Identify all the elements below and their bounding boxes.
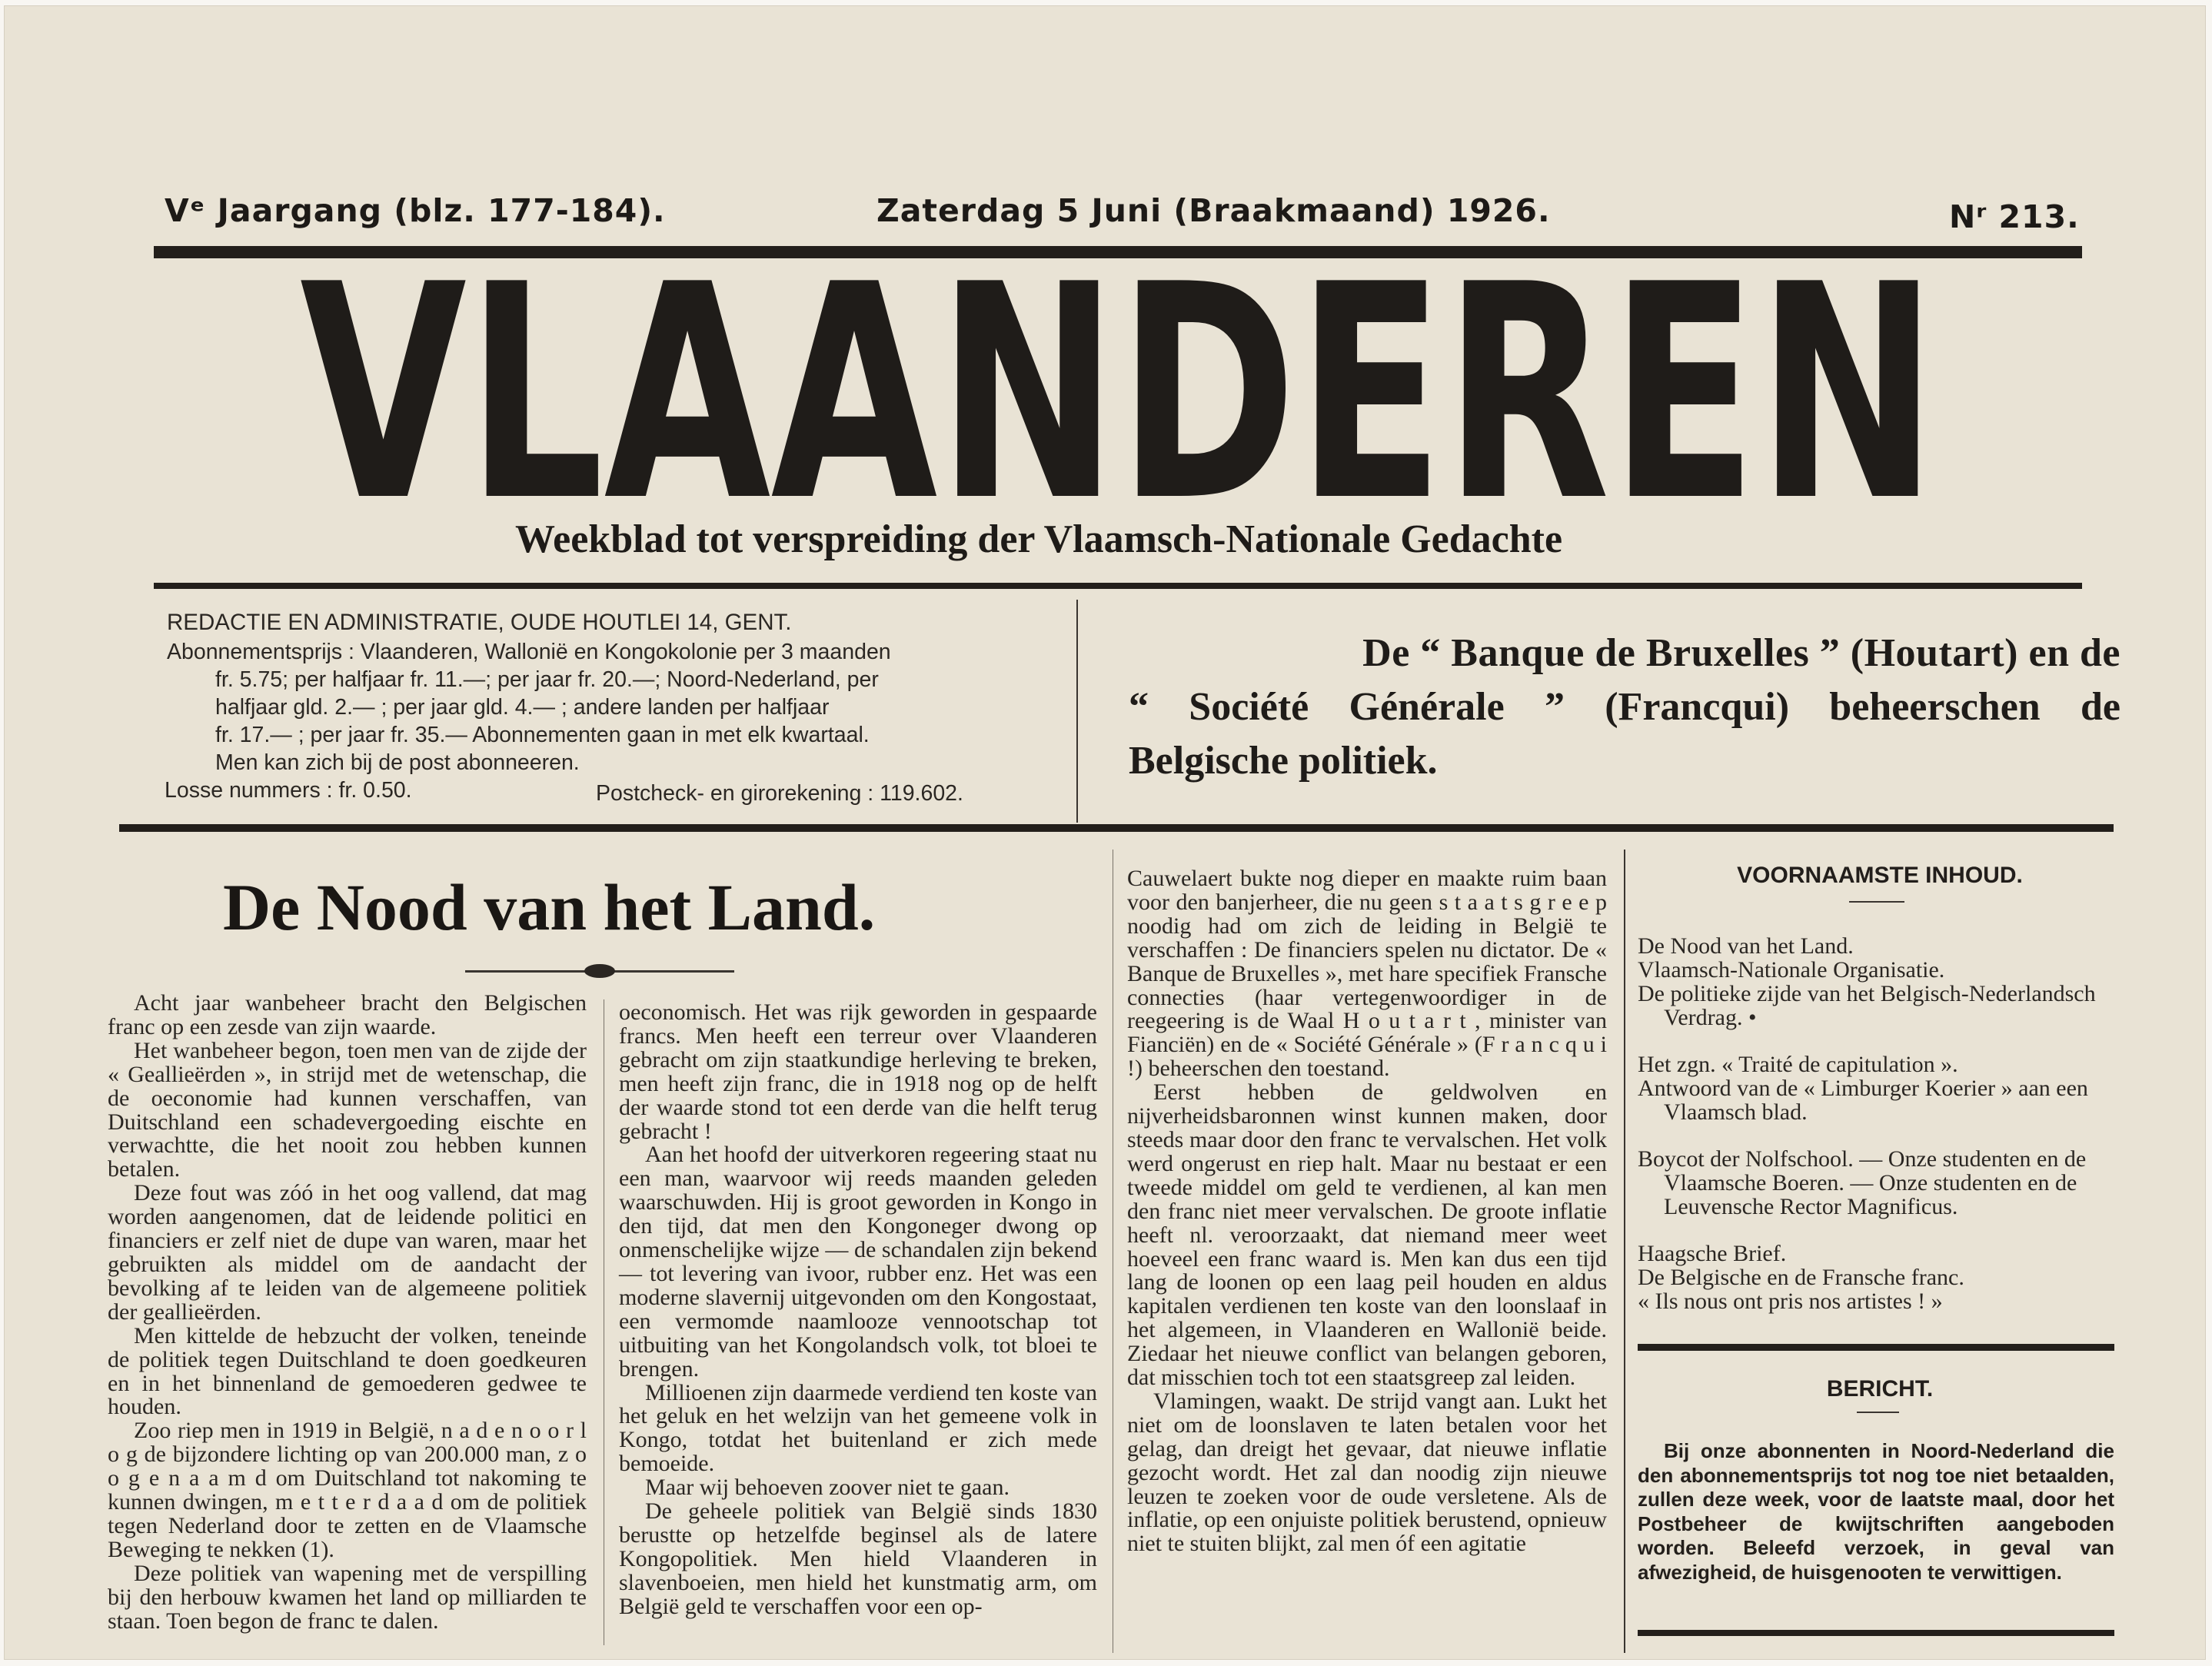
contents-item: De Nood van het Land.	[1638, 933, 1854, 959]
admin-price-line: fr. 5.75; per halfjaar fr. 11.—; per jaar fr. 20.—; Noord-Nederland, per	[215, 667, 879, 692]
paragraph: De geheele politiek van België sinds 1830 berustte op hetzelfde beginsel als de latere Kongopolitiek. Men hield Vlaanderen in slavenboeien, men hield het kunstmatig arm, om België geld te verschaffen voor een op-	[619, 1498, 1097, 1619]
contents-item: Boycot der Nolfschool. — Onze studenten en de Vlaamsche Boeren. — Onze studenten en de Leuvensche Rector Magnificus.	[1638, 1146, 2087, 1219]
contents-item: De Belgische en de Fransche franc.	[1638, 1265, 1964, 1290]
contents-group	[1638, 1242, 2122, 1313]
contents-list	[1638, 934, 2122, 1336]
lead-headline	[1129, 627, 2121, 788]
paragraph: Zoo riep men in 1919 in België, n a d e n o o r l o g de bijzondere lichting op van 200.000 man, z o o g e n a a m d om Duitschland tot nakoming te kunnen dwingen, m e t t e r d a a d om de politiek tegen Nederland door te zetten en de Vlaamsche Beweging te nekken (1).	[108, 1418, 587, 1562]
paragraph: Acht jaar wanbeheer bracht den Belgischen franc op een zesde van zijn waarde.	[108, 990, 587, 1039]
notice-title-rule	[1857, 1412, 1899, 1413]
contents-title-rule	[1849, 901, 1904, 903]
paragraph: Deze politiek van wapening met de verspilling bij den herbouw kwamen het land op milliarden te staan. Toen begon de franc te dalen.	[108, 1560, 587, 1634]
contents-item: De politieke zijde van het Belgisch-Nederlandsch Verdrag. •	[1638, 981, 2096, 1030]
paragraph: Deze fout was zóó in het oog vallend, dat mag worden aangenomen, dat de leidende politici en financiers er zelf niet de dupe van waren, maar het gebruikten als middel om de aandacht der bevolking af te leiden van de algemeene politiek der geallieërden.	[108, 1180, 587, 1325]
contents-title: VOORNAAMSTE INHOUD.	[1737, 863, 2023, 888]
volume-label: Vᵉ Jaargang (blz. 177-184).	[165, 192, 666, 229]
admin-price-line: halfjaar gld. 2.— ; per jaar gld. 4.— ; andere landen per halfjaar	[215, 695, 830, 720]
article-title: De Nood van het Land.	[223, 870, 876, 944]
contents-group	[1638, 1147, 2122, 1219]
admin-subscription-note: Men kan zich bij de post abonneeren.	[215, 750, 580, 775]
notice-title: BERICHT.	[1826, 1376, 1934, 1402]
article-column-1	[108, 992, 587, 1633]
admin-address: REDACTIE EN ADMINISTRATIE, OUDE HOUTLEI 14, GENT.	[167, 610, 792, 635]
contents-item: Het zgn. « Traité de capitulation ».	[1638, 1052, 1958, 1077]
admin-price-line: Abonnementsprijs : Vlaanderen, Wallonië en Kongokolonie per 3 maanden	[167, 640, 891, 664]
notice-body: Bij onze abonnenten in Noord-Nederland die den abonnementsprijs tot nog toe niet betaalden, zullen deze week, voor de laatste maal, door het Postbeheer de kwijtschriften aangeboden worden. Beleefd verzoek, in geval van afwezigheid, de huisgenooten te verwittigen.	[1638, 1439, 2114, 1584]
paragraph: Eerst hebben de geldwolven en nijverheidsbaronnen winst kunnen maken, door steeds maar door den franc te vervalschen. Het volk werd ongerust en riep halt. Maar nu bestaat er een tweede middel om geld te verdienen, al kan men den franc niet meer vervalschen. De groote inflatie heeft nl. veroorzaakt, dat niemand meer weet hoeveel een franc waard is. Men kan dus een tijd lang de loonen op een laag peil houden en aldus kapitalen verdienen ten koste van den loonslaaf in het algemeen, in Vlaanderen en Wallonië beide. Ziedaar het nieuwe conflict van belangen geboren, dat misschien toch tot een staatsgreep zal leiden.	[1127, 1079, 1607, 1391]
admin-giro-account: Postcheck- en girorekening : 119.602.	[596, 781, 963, 806]
paragraph: Aan het hoofd der uitverkoren regeering staat nu een man, waarvoor wij reeds maanden geleden waarschuwden. Hij is groot geworden in Kongo in den tijd, dat men den Kongoneger dwong op onmenschelijke wijze — de schandalen zijn bekend — tot levering van ivoor, rubber enz. Het was een moderne slavernij uitgevonden om den Kongostaat, een vermomde naamlooze vennootschap tot uitbuiting van het Kongolandsch volk, tot bloei te brengen.	[619, 1142, 1097, 1382]
issue-date: Zaterdag 5 Juni (Braakmaand) 1926.	[876, 192, 1551, 229]
paragraph: Het wanbeheer begon, toen men van de zijde der « Geallieërden », in strijd met de wetenschap, die de oeconomie had kunnen verschaffen, van Duitschland een schadevergoeding eischte en verwachtte, die het nooit zou hebben kunnen betalen.	[108, 1037, 587, 1182]
sidebar-bottom-rule	[1638, 1630, 2114, 1636]
paragraph: Cauwelaert bukte nog dieper en maakte ruim baan voor den banjerheer, die nu geen s t a a t s g r e e p noodig had om zich de leiding in België te verschaffen : De financiers spelen nu dictator. De « Banque de Bruxelles », met hare specifiek Fransche connecties (haar vertegenwoordiger in de reegeering is de Waal H o u t a r t , minister van Fianciën) en de « Société Générale » (F r a n c q u i !) beheerschen den toestand.	[1127, 866, 1607, 1082]
contents-group	[1638, 934, 2122, 1029]
lead-headline-line: “ Société Générale ” (Francqui) beheerschen de	[1129, 685, 2121, 729]
ornament-dot	[584, 964, 615, 978]
contents-item: Vlaamsch-Nationale Organisatie.	[1638, 957, 1945, 983]
paragraph: Maar wij behoeven zoover niet te gaan.	[645, 1475, 1010, 1501]
header-rule	[154, 246, 2082, 258]
paragraph: oeconomisch. Het was rijk geworden in gespaarde francs. Men heeft een terreur over Vlaanderen gebracht om zijn staatkundige herleving te breken, men heeft zijn franc, die in 1918 nog op de helft der waarde stond tot een derde van die helft terug gebracht !	[619, 999, 1097, 1144]
masthead-title	[292, 261, 1945, 515]
paragraph: Men kittelde de hebzucht der volken, teneinde de politiek tegen Duitschland te doen goedkeuren en in het binnenland de gemoederen gedwee te houden.	[108, 1322, 587, 1420]
contents-item: Haagsche Brief.	[1638, 1241, 1787, 1266]
admin-single-issue: Losse nummers : fr. 0.50.	[165, 778, 412, 803]
sidebar-divider	[1624, 850, 1625, 1653]
contents-item: « Ils nous ont pris nos artistes ! »	[1638, 1289, 1943, 1314]
issue-number: Nʳ 213.	[1949, 198, 2080, 235]
masthead-subtitle: Weekblad tot verspreiding der Vlaamsch-Nationale Gedachte	[515, 517, 1563, 561]
sidebar-rule	[1638, 1344, 2114, 1351]
subtitle-rule	[154, 583, 2082, 589]
lead-headline-line: De “ Banque de Bruxelles ” (Houtart) en de	[1362, 631, 2121, 675]
header-divider	[1076, 600, 1078, 823]
article-column-2	[619, 1001, 1097, 1619]
article-column-3	[1127, 867, 1607, 1556]
contents-group	[1638, 1052, 2122, 1124]
contents-item: Antwoord van de « Limburger Koerier » aan een Vlaamsch blad.	[1638, 1076, 2088, 1125]
paragraph: Vlamingen, waakt. De strijd vangt aan. Lukt het niet om de loonslaven te laten betalen voor het gelag, dan dreigt het gevaar, dat nieuwe inflatie gezocht wordt. Het zal dan noodig zijn nieuwe leuzen te zoeken voor de oude versletene. Als de inflatie, op een onjuiste politiek berustend, opnieuw niet te stuiten blijkt, zal men óf een agitatie	[1127, 1388, 1607, 1557]
masthead-text: VLAANDEREN	[300, 261, 1938, 515]
lead-headline-line: Belgische politiek.	[1129, 739, 1438, 783]
section-rule	[119, 824, 2114, 832]
paragraph: Millioenen zijn daarmede verdiend ten koste van het geluk en het welzijn van het gemeene volk in Kongo, totdat het buitenland er zich mede bemoeide.	[619, 1379, 1097, 1477]
admin-price-line: fr. 17.— ; per jaar fr. 35.— Abonnementen gaan in met elk kwartaal.	[215, 723, 870, 747]
